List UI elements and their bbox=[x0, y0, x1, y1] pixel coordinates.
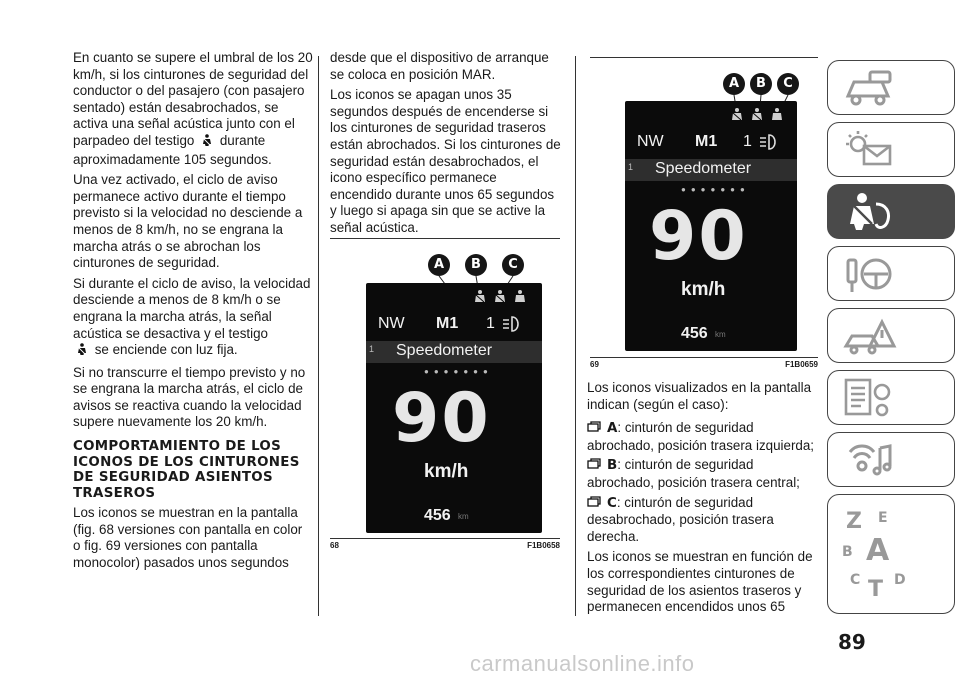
figure-number: 68 bbox=[330, 541, 339, 550]
svg-text:D: D bbox=[894, 572, 906, 588]
figure-code: F1B0659 bbox=[785, 360, 818, 369]
tab-warning-lights[interactable] bbox=[827, 122, 955, 177]
badge-c: C bbox=[777, 73, 799, 95]
tab-emergency[interactable] bbox=[827, 308, 955, 363]
column-divider bbox=[575, 56, 576, 616]
text-column-1 bbox=[73, 50, 313, 575]
headlight-icon bbox=[502, 315, 522, 333]
car-dashboard-icon bbox=[842, 66, 898, 110]
instrument-display: NW M1 1 1 Speedometer ●●●●●●● 90 km/h 456 km bbox=[625, 101, 797, 351]
badge-b: B bbox=[750, 73, 772, 95]
list-item: C: cinturón de seguridad desabrochado, posición trasera derecha. bbox=[587, 494, 774, 544]
warning-lights-message-icon bbox=[842, 128, 898, 172]
badge-a: A bbox=[428, 254, 450, 276]
section-heading: COMPORTAMIENTO DE LOS ICONOS DE LOS CINTURONES DE SEGURIDAD ASIENTOS TRASEROS bbox=[73, 439, 300, 501]
tab-index[interactable] bbox=[827, 494, 955, 614]
rear-seatbelt-icons bbox=[472, 289, 532, 305]
figure-68 bbox=[330, 238, 560, 556]
figure-code: F1B0658 bbox=[527, 541, 560, 550]
watermark: carmanualsonline.info bbox=[470, 651, 695, 676]
seatbelt-warning-icon bbox=[76, 343, 88, 361]
column-divider bbox=[318, 56, 319, 616]
paragraph-cycle: Una vez activado, el ciclo de aviso permanece activo durante el tiempo previsto si la velocidad no desciende a menos de 8 km/h, no se engrana la marcha atrás o se abrochan los cinturones de seguridad. bbox=[73, 172, 303, 271]
svg-text:A: A bbox=[866, 533, 890, 568]
multimedia-music-icon bbox=[842, 438, 898, 482]
maintenance-gears-icon bbox=[842, 376, 898, 420]
seatbelt-airbag-icon bbox=[842, 190, 898, 234]
speed-value: 90 bbox=[392, 379, 491, 458]
svg-text:C: C bbox=[850, 572, 861, 588]
badge-b: B bbox=[465, 254, 487, 276]
badge-c: C bbox=[502, 254, 524, 276]
checkbox-bullet-icon bbox=[587, 457, 607, 474]
tab-safety[interactable] bbox=[827, 184, 955, 239]
tab-multimedia[interactable] bbox=[827, 432, 955, 487]
alphabetical-index-icon bbox=[842, 500, 922, 610]
tab-car-dashboard[interactable] bbox=[827, 60, 955, 115]
instrument-display: NW M1 1 1 Speedometer ●●●●●●● 90 km/h 456 km bbox=[366, 283, 542, 533]
paragraph-mar: desde que el dispositivo de arranque se coloca en posición MAR. bbox=[330, 50, 549, 82]
menu-title: Speedometer bbox=[396, 342, 493, 359]
key-steering-wheel-icon bbox=[842, 252, 898, 296]
checkbox-bullet-icon bbox=[587, 420, 607, 437]
seatbelt-warning-icon bbox=[201, 134, 213, 152]
svg-text:B: B bbox=[842, 544, 853, 560]
menu-title: Speedometer bbox=[655, 160, 752, 177]
badge-a: A bbox=[723, 73, 745, 95]
list-item: B: cinturón de seguridad abrochado, posición trasera central; bbox=[587, 457, 800, 490]
tab-starting-driving[interactable] bbox=[827, 246, 955, 301]
rear-seatbelt-icons bbox=[729, 107, 789, 123]
paragraph-icons-meaning: Los iconos visualizados en la pantalla indican (según el caso): bbox=[587, 380, 812, 412]
paragraph-speed-drop: Si durante el ciclo de aviso, la velocidad desciende a menos de 8 km/h o se engrana la marcha atrás, la señal acústica se desactiva y el testigo se enciende con luz fija. bbox=[73, 276, 313, 361]
paragraph-icons-off: Los iconos se apagan unos 35 segundos después de encenderse si los cinturones de seguridad traseros están abrochados. Si los cinturones de seguridad están desabrochados, el icono específico permanece encendido durante unos 65 segundos y luego si apaga sin que se active la señal acústica. bbox=[330, 87, 561, 235]
text-column-2 bbox=[330, 50, 562, 241]
page-number: 89 bbox=[838, 630, 866, 654]
list-item: A: cinturón de seguridad abrochado, posición trasera izquierda; bbox=[587, 420, 815, 453]
svg-text:E: E bbox=[878, 510, 888, 526]
paragraph-icons-function: Los iconos se muestran en función de los correspondientes cinturones de seguridad de los asientos traseros y permanecen encendidos unos 65 bbox=[587, 549, 813, 615]
figure-69 bbox=[590, 57, 818, 373]
figure-number: 69 bbox=[590, 360, 599, 369]
svg-text:Z: Z bbox=[846, 509, 862, 534]
paragraph-icons-shown: Los iconos se muestran en la pantalla (fig. 68 versiones con pantalla en color o fig. 69 versiones con pantalla monocolor) pasados unos segundos bbox=[73, 505, 303, 570]
speed-value: 90 bbox=[649, 197, 748, 276]
headlight-icon bbox=[759, 133, 779, 151]
paragraph-threshold: En cuanto se supere el umbral de los 20 km/h, si los cinturones de seguridad del conductor o del pasajero (con pasajero sentado) están desabrochados, se activa una señal acústica junto con el parpadeo del testigo durante aproximadamente 105 segundos. bbox=[73, 50, 313, 167]
svg-text:T: T bbox=[868, 577, 884, 602]
text-column-3 bbox=[587, 380, 819, 620]
emergency-breakdown-icon bbox=[842, 314, 898, 358]
tab-maintenance[interactable] bbox=[827, 370, 955, 425]
checkbox-bullet-icon bbox=[587, 495, 607, 512]
paragraph-reactivate: Si no transcurre el tiempo previsto y no se engrana la marcha atrás, el ciclo de avisos se reactiva cuando la velocidad supere nuevamente los 20 km/h. bbox=[73, 364, 306, 430]
